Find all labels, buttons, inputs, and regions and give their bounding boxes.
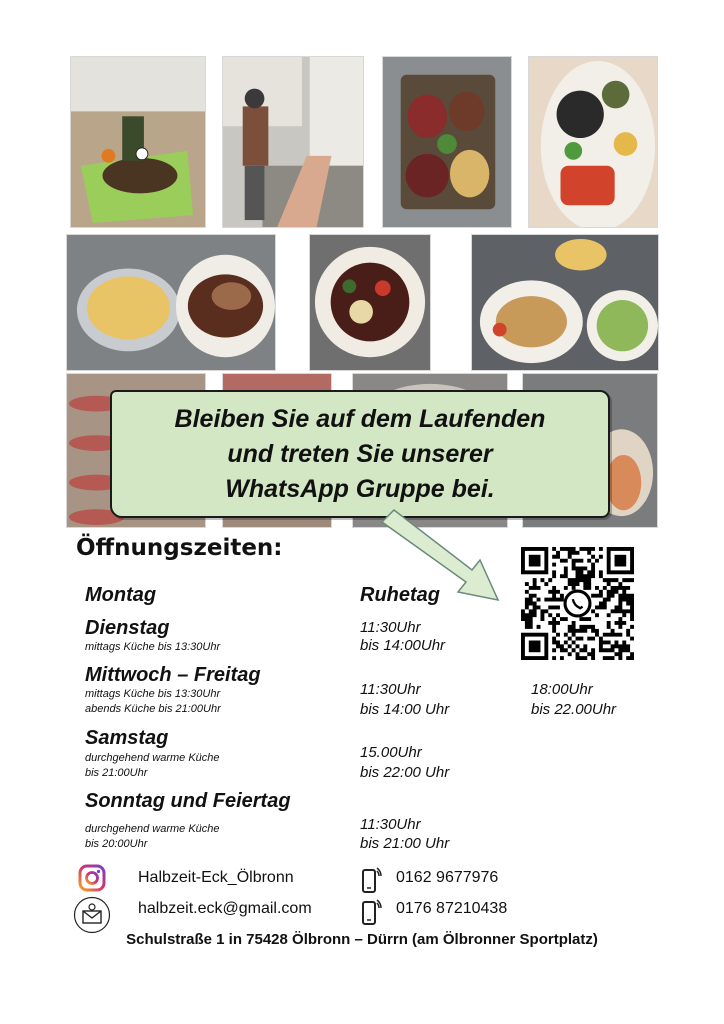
instagram-icon[interactable]	[78, 864, 106, 892]
photo-table-decoration	[70, 56, 206, 228]
saturday-note-2: bis 21:00Uhr	[85, 767, 148, 779]
sunday-from: 11:30Uhr	[360, 816, 421, 833]
opening-hours-title: Öffnungszeiten:	[76, 535, 283, 561]
tuesday-lunch-to: bis 14:00Uhr	[360, 637, 446, 654]
whatsapp-icon	[565, 591, 590, 616]
banner-line-1: Bleiben Sie auf dem Laufenden	[174, 404, 546, 433]
phone-number-2[interactable]: 0176 87210438	[396, 900, 508, 917]
saturday-to: bis 22:00 Uhr	[360, 764, 450, 781]
wed-fri-lunch-from: 11:30Uhr	[360, 681, 421, 698]
tuesday-note-1: mittags Küche bis 13:30Uhr	[85, 641, 221, 653]
wed-fri-note-2: abends Küche bis 21:00Uhr	[85, 703, 221, 715]
banner-line-3: WhatsApp Gruppe bei.	[225, 474, 495, 503]
wed-fri-evening-to: bis 22.00Uhr	[531, 701, 617, 718]
phone-icon	[360, 898, 384, 926]
address: Schulstraße 1 in 75428 Ölbronn – Dürrn (am Ölbronner Sportplatz)	[126, 931, 598, 948]
closed-label: Ruhetag	[360, 584, 440, 606]
sunday-note-1: durchgehend warme Küche	[85, 823, 220, 835]
qr-code[interactable]	[521, 547, 634, 660]
instagram-handle[interactable]: Halbzeit-Eck_Ölbronn	[138, 869, 294, 886]
wed-fri-note-1: mittags Küche bis 13:30Uhr	[85, 688, 221, 700]
day-saturday: Samstag	[85, 727, 169, 749]
day-tuesday: Dienstag	[85, 617, 170, 639]
phone-icon	[360, 866, 384, 894]
day-sunday-holiday: Sonntag und Feiertag	[85, 790, 291, 812]
phone-number-1[interactable]: 0162 9677976	[396, 869, 499, 886]
sunday-note-2: bis 20:00Uhr	[85, 838, 148, 850]
photo-spaetzle-dish	[66, 234, 276, 371]
day-monday: Montag	[85, 584, 157, 606]
wed-fri-lunch-to: bis 14:00 Uhr	[360, 701, 450, 718]
wed-fri-evening-from: 18:00Uhr	[531, 681, 593, 698]
tuesday-lunch-from: 11:30Uhr	[360, 619, 421, 636]
photo-plated-dish	[528, 56, 658, 228]
photo-kitchen-chef	[222, 56, 364, 228]
banner-line-2: und treten Sie unserer	[227, 439, 493, 468]
sunday-to: bis 21:00 Uhr	[360, 835, 450, 852]
whatsapp-banner	[110, 390, 610, 518]
photo-meat-platter	[382, 56, 512, 228]
photo-stew-salad	[471, 234, 659, 371]
saturday-from: 15.00Uhr	[360, 744, 422, 761]
day-wed-fri: Mittwoch – Freitag	[85, 664, 261, 686]
email-icon[interactable]	[73, 896, 111, 934]
photo-roast-dish	[309, 234, 431, 371]
email-address[interactable]: halbzeit.eck@gmail.com	[138, 900, 312, 917]
saturday-note-1: durchgehend warme Küche	[85, 752, 220, 764]
